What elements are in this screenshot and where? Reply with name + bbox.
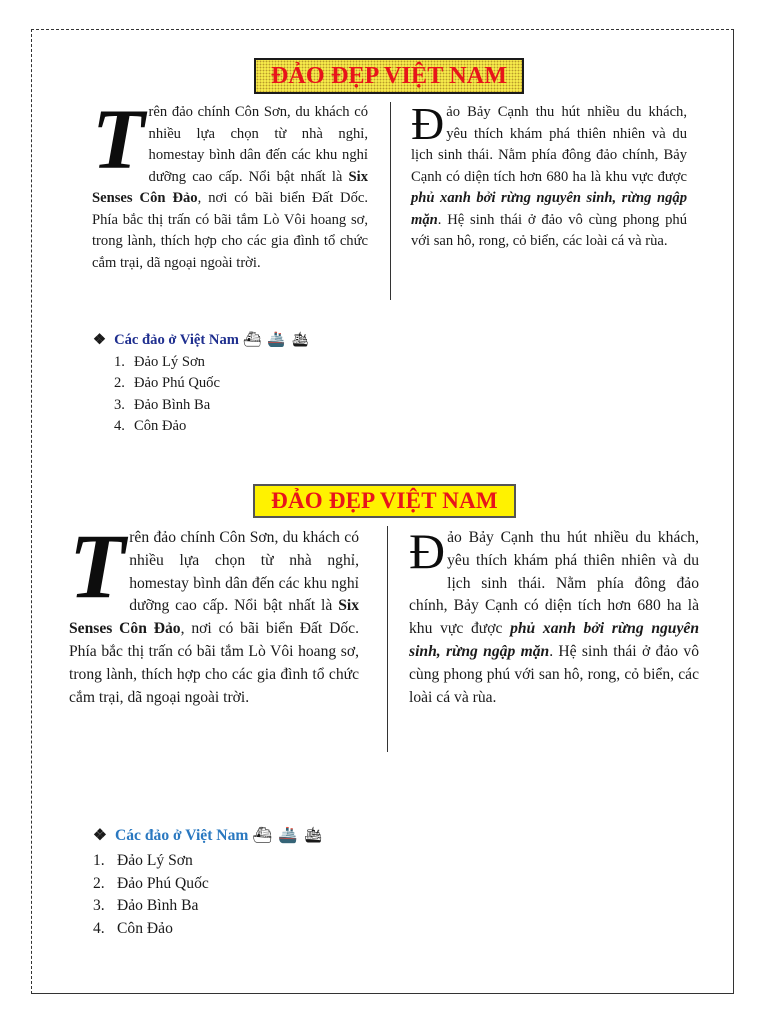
island-list-2 bbox=[93, 850, 209, 940]
title-banner-1 bbox=[254, 58, 524, 94]
left-paragraph-1 bbox=[92, 91, 368, 274]
title-banner-2 bbox=[253, 484, 516, 518]
list-item: 3. Đảo Bình Ba bbox=[114, 396, 211, 413]
dropcap-d-1: Đ bbox=[411, 98, 445, 149]
left-paragraph-2 bbox=[69, 515, 359, 709]
list-item: 2. Đảo Phú Quốc bbox=[114, 375, 220, 392]
left-text-1a: rên đảo chính Côn Sơn, du khách có nhiều lựa chọn từ nhà nghỉ, homestay bình dân đến các khu nghỉ dưỡng cao cấp. Nổi bật nhất là bbox=[148, 104, 368, 185]
list-item: 1. Đảo Lý Sơn bbox=[93, 852, 193, 869]
right-paragraph-1 bbox=[411, 98, 687, 253]
diamond-bullet-icon: ❖ bbox=[93, 332, 107, 348]
list-heading-text-2: Các đảo ở Việt Nam bbox=[114, 827, 249, 844]
left-text-2b: , nơi có bãi biển Đất Dốc. Phía bắc thị trấn có bãi tắm Lò Vôi hoang sơ, trong lành, thích hợp cho các gia đình tổ chức cắm trại, dã ngoại ngoài trời. bbox=[69, 620, 359, 706]
list-item: 2. Đảo Phú Quốc bbox=[93, 874, 209, 892]
list-item: 3. Đảo Bình Ba bbox=[93, 897, 199, 914]
right-text-1b: . Hệ sinh thái ở đảo vô cùng phong phú với san hô, rong, cỏ biển, các loài cá và rùa. bbox=[411, 211, 687, 249]
left-bold-2: Six Senses Côn Đảo bbox=[69, 597, 359, 638]
left-bold-1: Six Senses Côn Đảo bbox=[92, 168, 368, 206]
dropcap-t-2: T bbox=[69, 515, 126, 617]
column-divider-1 bbox=[390, 102, 391, 300]
list-item: 1. Đảo Lý Sơn bbox=[114, 354, 205, 370]
right-text-2a: ảo Bảy Cạnh thu hút nhiều du khách, yêu thích khám phá thiên nhiên và du lịch sinh thái. Nằm phía đông đảo chính, Bảy Cạnh có diện tích hơn 680 ha là khu vực được bbox=[409, 529, 699, 638]
left-text-1b: , nơi có bãi biển Đất Dốc. Phía bắc thị trấn có bãi tắm Lò Vôi hoang sơ, trong lành, thích hợp cho các gia đình tổ chức cắm trại, dã ngoại ngoài trời. bbox=[92, 190, 368, 271]
dropcap-t-1: T bbox=[92, 91, 145, 187]
title-text-1: ĐẢO ĐẸP VIỆT NAM bbox=[270, 63, 508, 89]
diamond-bullet-icon: ❖ bbox=[93, 827, 107, 844]
boat-icons: ⛴ 🚢 🛳 bbox=[252, 827, 325, 844]
right-bold-italic-2: phủ xanh bởi rừng nguyên sinh, rừng ngập mặn bbox=[409, 620, 699, 660]
dropcap-d-2: Đ bbox=[409, 523, 446, 579]
column-divider-2 bbox=[387, 526, 388, 752]
island-list-1 bbox=[114, 352, 220, 437]
list-item: 4. Côn Đảo bbox=[93, 919, 173, 937]
title-text-2: ĐẢO ĐẸP VIỆT NAM bbox=[271, 488, 498, 513]
right-paragraph-2 bbox=[409, 523, 699, 709]
right-text-1a: ảo Bảy Cạnh thu hút nhiều du khách, yêu thích khám phá thiên nhiên và du lịch sinh thái. Nằm phía đông đảo chính, Bảy Cạnh có diện tích hơn 680 ha là khu vực được bbox=[411, 104, 687, 185]
list-heading-2 bbox=[93, 826, 324, 845]
list-heading-1 bbox=[93, 330, 310, 349]
right-bold-italic-1: phủ xanh bởi rừng nguyên sinh, rừng ngập mặn bbox=[411, 190, 687, 228]
list-item: 4. Côn Đảo bbox=[114, 417, 187, 434]
boat-icons: ⛴ 🚢 🛳 bbox=[242, 332, 311, 348]
list-heading-text-1: Các đảo ở Việt Nam bbox=[114, 332, 239, 348]
right-text-2b: . Hệ sinh thái ở đảo vô cùng phong phú với san hô, rong, cỏ biển, các loài cá và rùa. bbox=[409, 642, 699, 706]
left-text-2a: rên đảo chính Côn Sơn, du khách có nhiều lựa chọn từ nhà nghỉ, homestay bình dân đến các khu nghỉ dưỡng cao cấp. Nổi bật nhất là bbox=[129, 529, 359, 615]
